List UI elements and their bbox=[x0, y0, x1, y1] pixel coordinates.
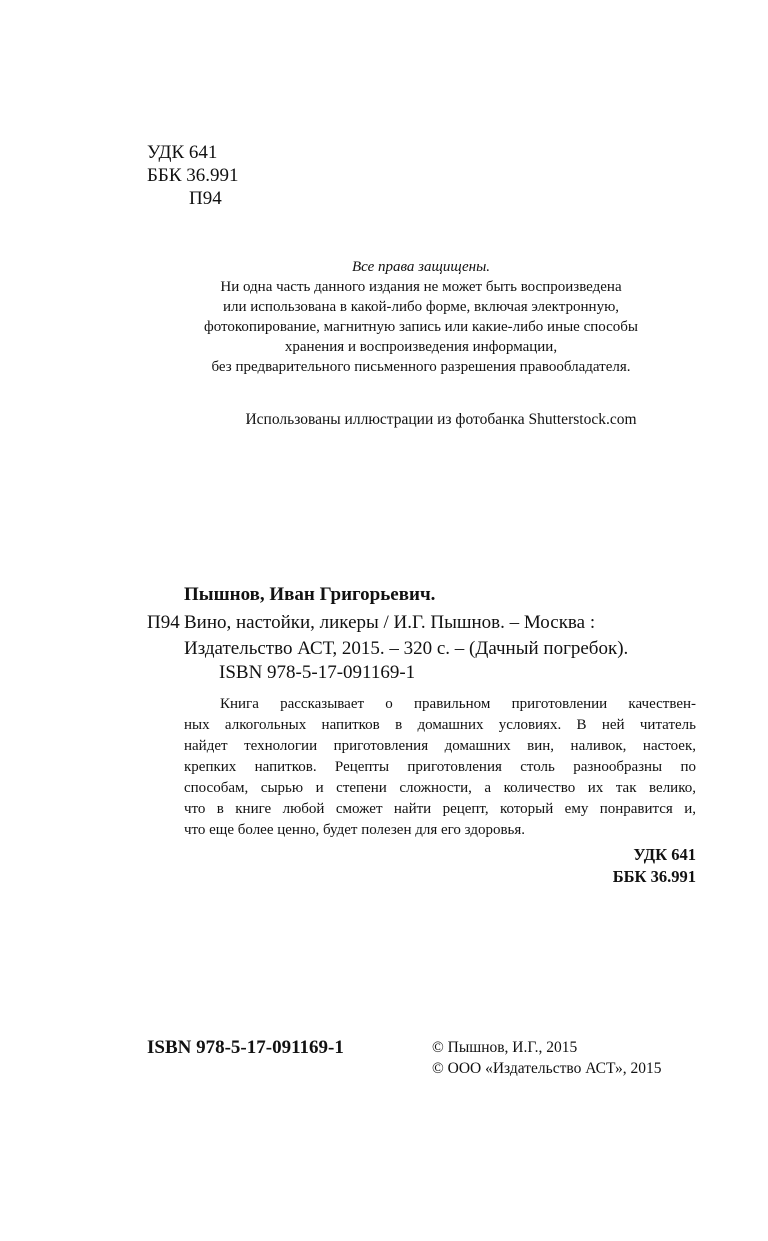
udk-code: УДК 641 bbox=[633, 845, 696, 864]
illustrations-credit: Использованы иллюстрации из фотобанка Shutterstock.com bbox=[245, 411, 637, 428]
bbk-code: ББК 36.991 bbox=[612, 867, 696, 886]
footer-isbn: ISBN 978-5-17-091169-1 bbox=[147, 1037, 344, 1058]
copyright-author: © Пышнов, И.Г., 2015 bbox=[432, 1039, 578, 1056]
copyright-block bbox=[432, 1037, 662, 1079]
annotation-line: способам, сырью и степени сложности, а количество их так велико, bbox=[184, 780, 696, 796]
annotation-line: крепких напитков. Рецепты приготовления столь разнообразны по bbox=[184, 759, 696, 775]
annotation-line: что еще более ценно, будет полезен для его здоровья. bbox=[184, 822, 526, 838]
record-line: Вино, настойки, ликеры / И.Г. Пышнов. – Москва : bbox=[184, 612, 596, 633]
rights-title: Все права защищены. bbox=[351, 259, 491, 275]
copyright-publisher: © ООО «Издательство АСТ», 2015 bbox=[432, 1060, 662, 1077]
bbk-code: ББК 36.991 bbox=[147, 165, 239, 186]
rights-line: Ни одна часть данного издания не может быть воспроизведена bbox=[220, 279, 622, 295]
annotation-line: что в книге любой сможет найти рецепт, который ему понравится и, bbox=[184, 801, 696, 817]
record-author: Пышнов, Иван Григорьевич. bbox=[184, 584, 436, 605]
annotation bbox=[184, 694, 696, 841]
classification-codes-right bbox=[0, 844, 696, 888]
classification-codes bbox=[147, 141, 239, 210]
author-mark: П94 bbox=[189, 188, 222, 209]
record-isbn: ISBN 978-5-17-091169-1 bbox=[219, 662, 416, 683]
rights-line: хранения и воспроизведения информации, bbox=[284, 339, 558, 355]
rights-line: или использована в какой-либо форме, включая электронную, bbox=[222, 299, 620, 315]
record-code: П94 bbox=[147, 612, 180, 633]
annotation-line: ных алкогольных напитков в домашних условиях. В ней читатель bbox=[184, 717, 696, 733]
record-line: Издательство АСТ, 2015. – 320 с. – (Дачный погребок). bbox=[184, 638, 629, 659]
udk-code: УДК 641 bbox=[147, 142, 218, 163]
rights-line: без предварительного письменного разрешения правообладателя. bbox=[211, 359, 631, 375]
annotation-line: найдет технологии приготовления домашних вин, наливок, настоек, bbox=[184, 738, 696, 754]
rights-notice bbox=[0, 257, 768, 377]
rights-line: фотокопирование, магнитную запись или какие-либо иные способы bbox=[203, 319, 639, 335]
annotation-line: Книга рассказывает о правильном приготовлении качествен- bbox=[220, 696, 696, 712]
record-description bbox=[184, 610, 628, 662]
